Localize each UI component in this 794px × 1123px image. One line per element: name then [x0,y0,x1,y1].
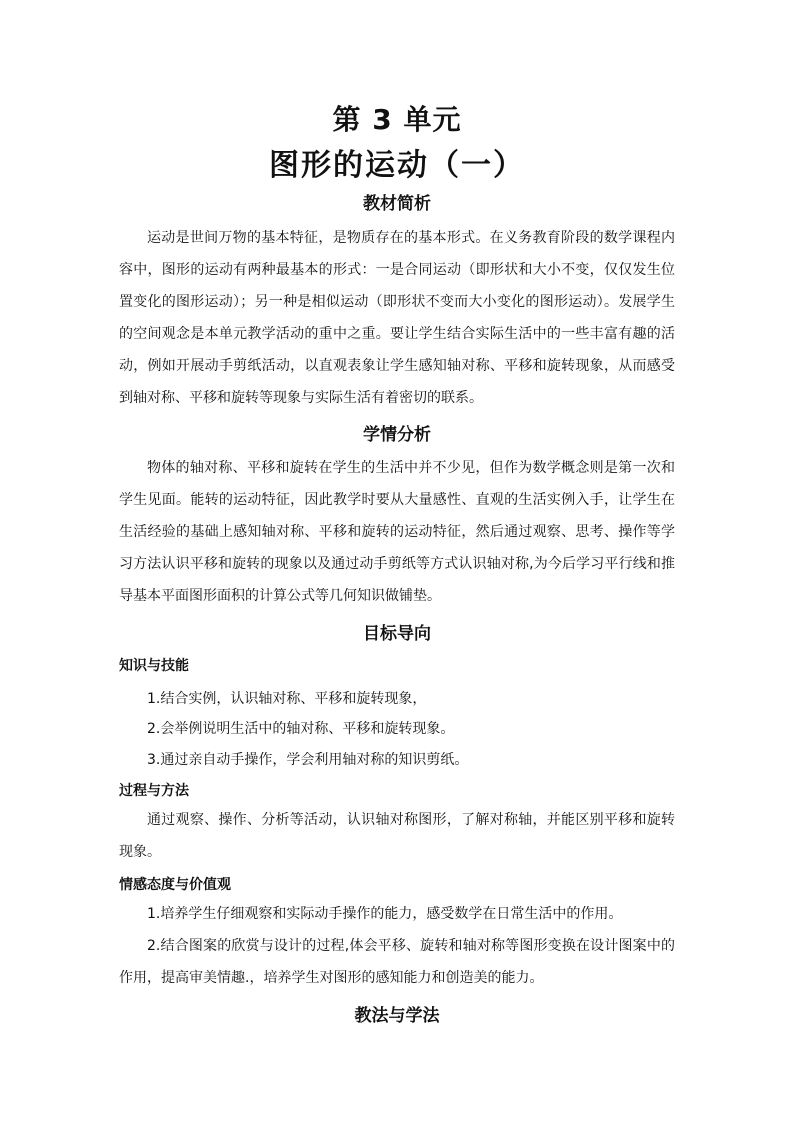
section-heading-methods: 教法与学法 [354,1006,440,1026]
list-item: 2.结合图案的欣赏与设计的过程,体会平移、旋转和轴对称等图形变换在设计图案中的作用，提高审美情趣.，培养学生对图形的感知能力和创造美的能力。 [119,938,675,986]
paragraph-students: 物体的轴对称、平移和旋转在学生的生活中并不少见，但作为数学概念则是第一次和学生见面。能转的运动特征，因此教学时要从大量感性、直观的生活实例入手，让学生在生活经验的基础上感知轴对称、平移和旋转的运动特征，然后通过观察、思考、操作等学习方法认识平移和旋转的现象以及通过动手剪纸等方式认识轴对称,为今后学习平行线和推导基本平面图形面积的计算公式等几何知识做铺垫。 [119,460,675,604]
paragraph-textbook: 运动是世间万物的基本特征，是物质存在的基本形式。在义务教育阶段的数学课程内容中，图形的运动有两种最基本的形式：一是合同运动（即形状和大小不变，仅仅发生位置变化的图形运动）；另一种是相似运动（即形状不变而大小变化的图形运动）。发展学生的空间观念是本单元教学活动的重中之重。要让学生结合实际生活中的一些丰富有趣的活动，例如开展动手剪纸活动，以直观表象让学生感知轴对称、平移和旋转现象，从而感受到轴对称、平移和旋转等现象与实际生活有着密切的联系。 [119,230,675,406]
section-heading-students: 学情分析 [363,425,431,445]
subheading-attitude: 情感态度与价值观 [119,877,231,893]
paragraph-process: 通过观察、操作、分析等活动，认识轴对称图形，了解对称轴，并能区别平移和旋转现象。 [119,812,675,860]
list-item: 3.通过亲自动手操作，学会利用轴对称的知识剪纸。 [147,752,469,768]
section-heading-textbook: 教材简析 [363,194,431,214]
subheading-knowledge: 知识与技能 [119,658,189,674]
page-title: 图形的运动（一） [269,148,525,183]
list-item: 2.会举例说明生活中的轴对称、平移和旋转现象。 [147,721,455,737]
list-item: 1.结合实例，认识轴对称、平移和旋转现象， [147,691,427,707]
subheading-process: 过程与方法 [119,783,189,799]
section-heading-goals: 目标导向 [363,624,431,644]
unit-title: 第 3 单元 [332,103,462,136]
list-item: 1.培养学生仔细观察和实际动手操作的能力，感受数学在日常生活中的作用。 [147,906,623,922]
